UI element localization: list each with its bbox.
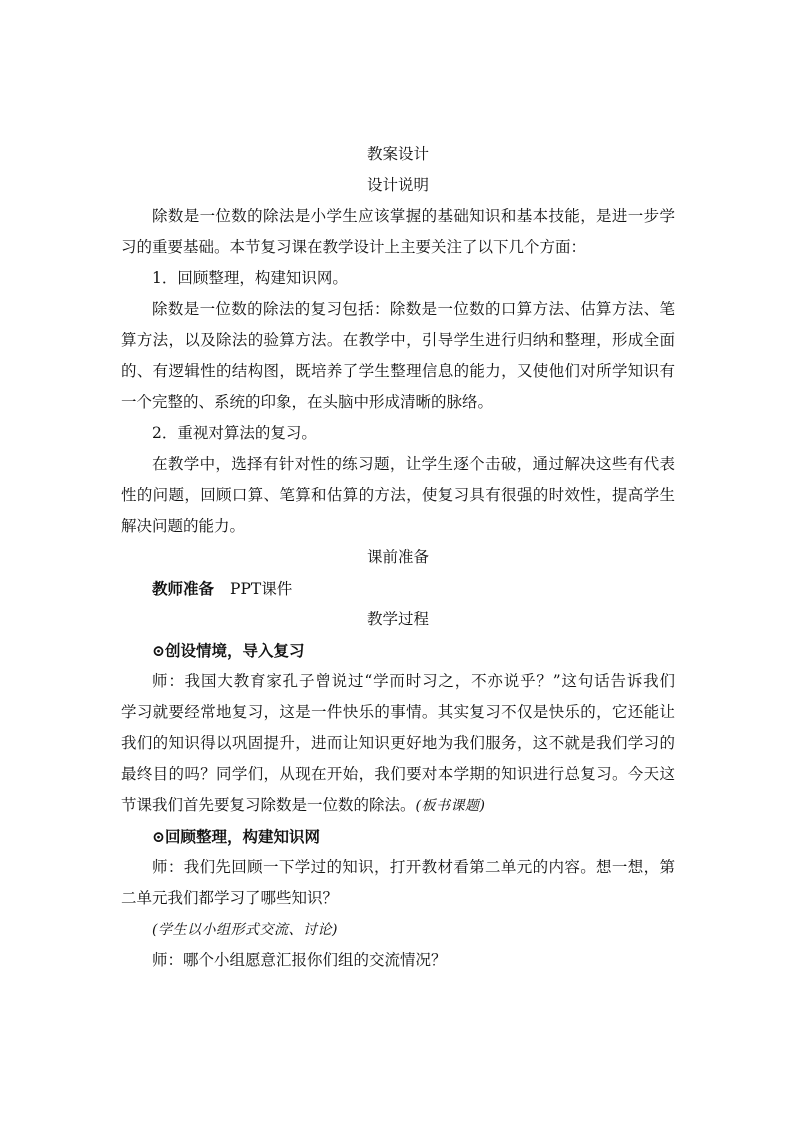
paragraph-line: 习的重要基础。本节复习课在教学设计上主要关注了以下几个方面：: [121, 238, 587, 256]
paragraph-text: 节课我们首先要复习除数是一位数的除法。: [121, 796, 416, 814]
paragraph-line: 在教学中，选择有针对性的练习题，让学生逐个击破，通过解决这些有代表: [152, 455, 675, 473]
board-note: (板书课题): [415, 798, 486, 814]
paragraph-line: 解决问题的能力。: [121, 517, 246, 535]
step-1-heading: ⊙创设情境，导入复习: [152, 641, 305, 660]
paragraph-line: 性的问题，回顾口算、笔算和估算的方法，使复习具有很强的时效性，提高学生: [121, 486, 675, 504]
section-heading-design-notes: 设计说明: [366, 176, 429, 194]
paragraph-line: 师：我国大教育家孔子曾说过“学而时习之，不亦说乎？”这句话告诉我们: [152, 672, 675, 690]
paragraph-line: [121, 790, 675, 821]
activity-note-text: (学生以小组形式交流、讨论): [152, 922, 338, 938]
section-heading-preparation: 课前准备: [366, 548, 429, 566]
document-title: 教案设计: [366, 145, 429, 163]
step-2-paragraph: [121, 852, 675, 976]
point-2-paragraph: [121, 449, 675, 542]
paragraph-line: 除数是一位数的除法的复习包括：除数是一位数的口算方法、估算方法、笔: [152, 300, 675, 318]
step-1-paragraph: [121, 666, 675, 821]
paragraph-line: 二单元我们都学习了哪些知识？: [121, 889, 339, 907]
paragraph-line: 最终目的吗？同学们，从现在开始，我们要对本学期的知识进行总复习。今天这: [121, 765, 675, 783]
paragraph-line: 师：哪个小组愿意汇报你们组的交流情况？: [152, 951, 447, 969]
document-body: [121, 139, 675, 976]
paragraph-line: 学习就要经常地复习，这是一件快乐的事情。其实复习不仅是快乐的，它还能让: [121, 703, 675, 721]
teacher-preparation: [121, 573, 675, 604]
teacher-preparation-label: 教师准备: [152, 579, 215, 598]
paragraph-line: 一个完整的、系统的印象，在头脑中形成清晰的脉络。: [121, 393, 494, 411]
point-1-paragraph: [121, 294, 675, 418]
paragraph-line: 算方法，以及除法的验算方法。在教学中，引导学生进行归纳和整理，形成全面: [121, 331, 675, 349]
point-1-heading: 1．回顾整理，构建知识网。: [152, 269, 348, 287]
paragraph-line: 我们的知识得以巩固提升，进而让知识更好地为我们服务，这不就是我们学习的: [121, 734, 675, 752]
point-2-heading: 2．重视对算法的复习。: [152, 424, 317, 442]
section-heading-teaching-process: 教学过程: [366, 610, 429, 628]
paragraph-line: 师：我们先回顾一下学过的知识，打开教材看第二单元的内容。想一想，第: [152, 858, 675, 876]
student-activity-note: [121, 914, 675, 945]
step-2-heading: ⊙回顾整理，构建知识网: [152, 827, 320, 846]
teacher-preparation-value: PPT课件: [230, 580, 293, 598]
paragraph-line: 的、有逻辑性的结构图，既培养了学生整理信息的能力，又使他们对所学知识有: [121, 362, 675, 380]
intro-paragraph: [121, 201, 675, 263]
paragraph-line: 除数是一位数的除法是小学生应该掌握的基础知识和基本技能，是进一步学: [152, 207, 675, 225]
